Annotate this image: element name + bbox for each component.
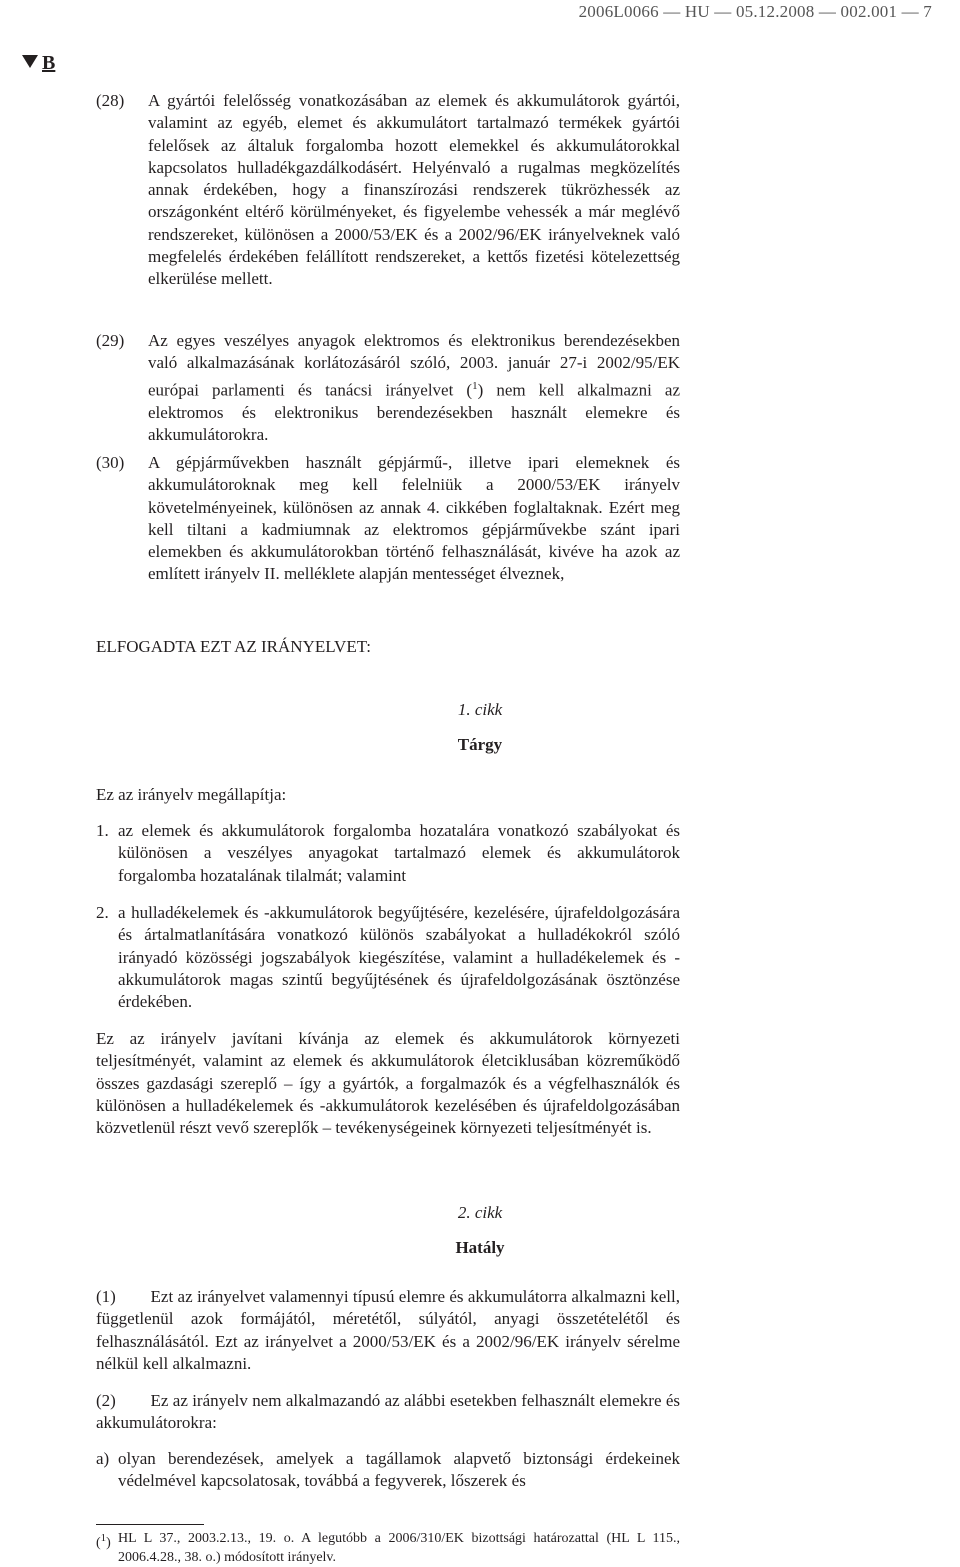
footnote: [96, 1529, 680, 1567]
recital-number: (30): [96, 453, 125, 472]
recital-number: (29): [96, 331, 125, 350]
list-item: [96, 902, 680, 1013]
list-item-text: olyan berendezések, amelyek a tagállamok alapvető biztonsági érdekeinek védelmével kapcsolatosak, továbbá a fegyverek, lőszerek és: [118, 1449, 680, 1491]
footnote-text: HL L 37., 2003.2.13., 19. o. A legutóbb a 2006/310/EK bizottsági határozattal (HL L 115., 2006.4.28., 38. o.) módosított irányelv.: [118, 1531, 680, 1565]
list-item-text: az elemek és akkumulátorok forgalomba hozatalára vonatkozó szabályokat és különösen a veszélyes anyagokat tartalmazó elemek és akkumulátorok forgalomba hozatalának tilalmát; valamint: [118, 821, 680, 885]
article-2-title: Hatály: [455, 1238, 505, 1257]
recital-29: [96, 330, 680, 446]
list-item-text: a hulladékelemek és -akkumulátorok begyűjtésére, kezelésére, újrafeldolgozására és ártalmatlanítására vonatkozó különös szabályokat a hulladékokról szóló irányadó közösségi jogszabályok kiegészítése, valamint a hulladékelemek és -akkumulátorok magas szintű begyűjtésének és újrafeldolgozásának ösztönzése érdekében.: [118, 903, 680, 1012]
article-2-paragraph-2: [96, 1390, 680, 1435]
paragraph-number: (2): [96, 1391, 116, 1410]
recital-28: [96, 90, 680, 291]
paragraph-number: (1): [96, 1287, 116, 1306]
recital-text: A gépjárművekben használt gépjármű-, illetve ipari elemeknek és akkumulátoroknak meg kell felelniük a 2000/53/EK irányelv követelményeinek, különösen az annak 4. cikkében foglaltaknak. Ezért meg kell tiltani a kadmiumnak az elektromos gépjárművekbe szánt ipari elemekben és akkumulátorokban történő felhasználását, kivéve ha azok az említett irányelv II. melléklete alapján mentességet élveznek,: [148, 453, 680, 584]
article-1-number: 1. cikk: [457, 700, 503, 719]
footnote-number: ($^1$): [96, 1532, 111, 1551]
triangle-down-icon: [22, 55, 38, 68]
article-1-intro: Ez az irányelv megállapítja:: [96, 785, 287, 804]
article-2-number: 2. cikk: [457, 1203, 503, 1222]
footnote-ref: 1: [472, 379, 478, 392]
recital-text: A gyártói felelősség vonatkozásában az elemek és akkumulátorok gyártói, valamint az egyéb, elemet és akkumulátort tartalmazó termékek gyártói felelősek az általuk forgalomba hozott elemekkel és akkumulátorokkal kapcsolatos hulladékgazdálkodásért. Helyénvaló a rugalmas megközelítés annak érdekében, hogy a finanszírozási rendszerek tükrözhessék az országonként eltérő körülményeket, és figyelembe vehessék a már meglévő rendszereket, különösen a 2000/53/EK és a 2002/96/EK irányelveknek való megfelelés érdekében felállított rendszereket, a kettős fizetési kötelezettség elkerülése mellett.: [148, 91, 680, 289]
footnote-mark: 1: [100, 1532, 107, 1544]
amendment-marker: [22, 52, 55, 75]
recital-number: (28): [96, 91, 125, 110]
recital-30: [96, 452, 680, 586]
marker-label: B: [42, 52, 56, 74]
recital-text-part: Az egyes veszélyes anyagok elektromos és elektronikus berendezésekben való alkalmazásának korlátozásáról szóló, 2003. január 27-i 2002/95/EK európai parlamenti és tanácsi irányelvet (: [148, 331, 680, 400]
article-2-paragraph-1: [96, 1286, 680, 1375]
recital-text: [148, 330, 680, 446]
paragraph-text: Ezt az irányelvet valamennyi típusú elemre és akkumulátorra alkalmazni kell, függetlenül azok formájától, méretétől, súlyától, anyagi összetételétől és felhasználásától. Ezt az irányelvet a 2000/53/EK és a 2002/96/EK irányelv sérelme nélkül kell alkalmazni.: [96, 1287, 680, 1373]
list-item: [96, 1448, 680, 1493]
list-item: [96, 820, 680, 887]
list-item-letter: a): [96, 1449, 110, 1468]
paragraph-text: Ez az irányelv nem alkalmazandó az alábbi esetekben felhasznált elemekre és akkumulátorokra:: [96, 1391, 680, 1433]
list-item-number: 1.: [96, 821, 109, 840]
footnote-separator: [96, 1524, 204, 1525]
running-header: 2006L0066 — HU — 05.12.2008 — 002.001 — 7: [578, 2, 932, 21]
article-1-closing: Ez az irányelv javítani kívánja az elemek és akkumulátorok környezeti teljesítményét, valamint az elemek és akkumulátorok életciklusában közreműködő összes gazdasági szereplő – így a gyártók, a forgalmazók és a végfelhasználók és különösen a hulladékelemek és -akkumulátorok kezelésében és újrafeldolgozásában közvetlenül részt vevő szereplők – tevékenységeinek környezeti teljesítményét is.: [96, 1029, 680, 1138]
list-item-number: 2.: [96, 903, 109, 922]
article-1-title: Tárgy: [457, 735, 503, 754]
adopted-statement: ELFOGADTA EZT AZ IRÁNYELVET:: [96, 637, 371, 656]
recital-text-part: ) nem kell alkalmazni az elektromos és elektronikus berendezésekben használt elemekre és akkumulátorokra.: [148, 380, 680, 444]
